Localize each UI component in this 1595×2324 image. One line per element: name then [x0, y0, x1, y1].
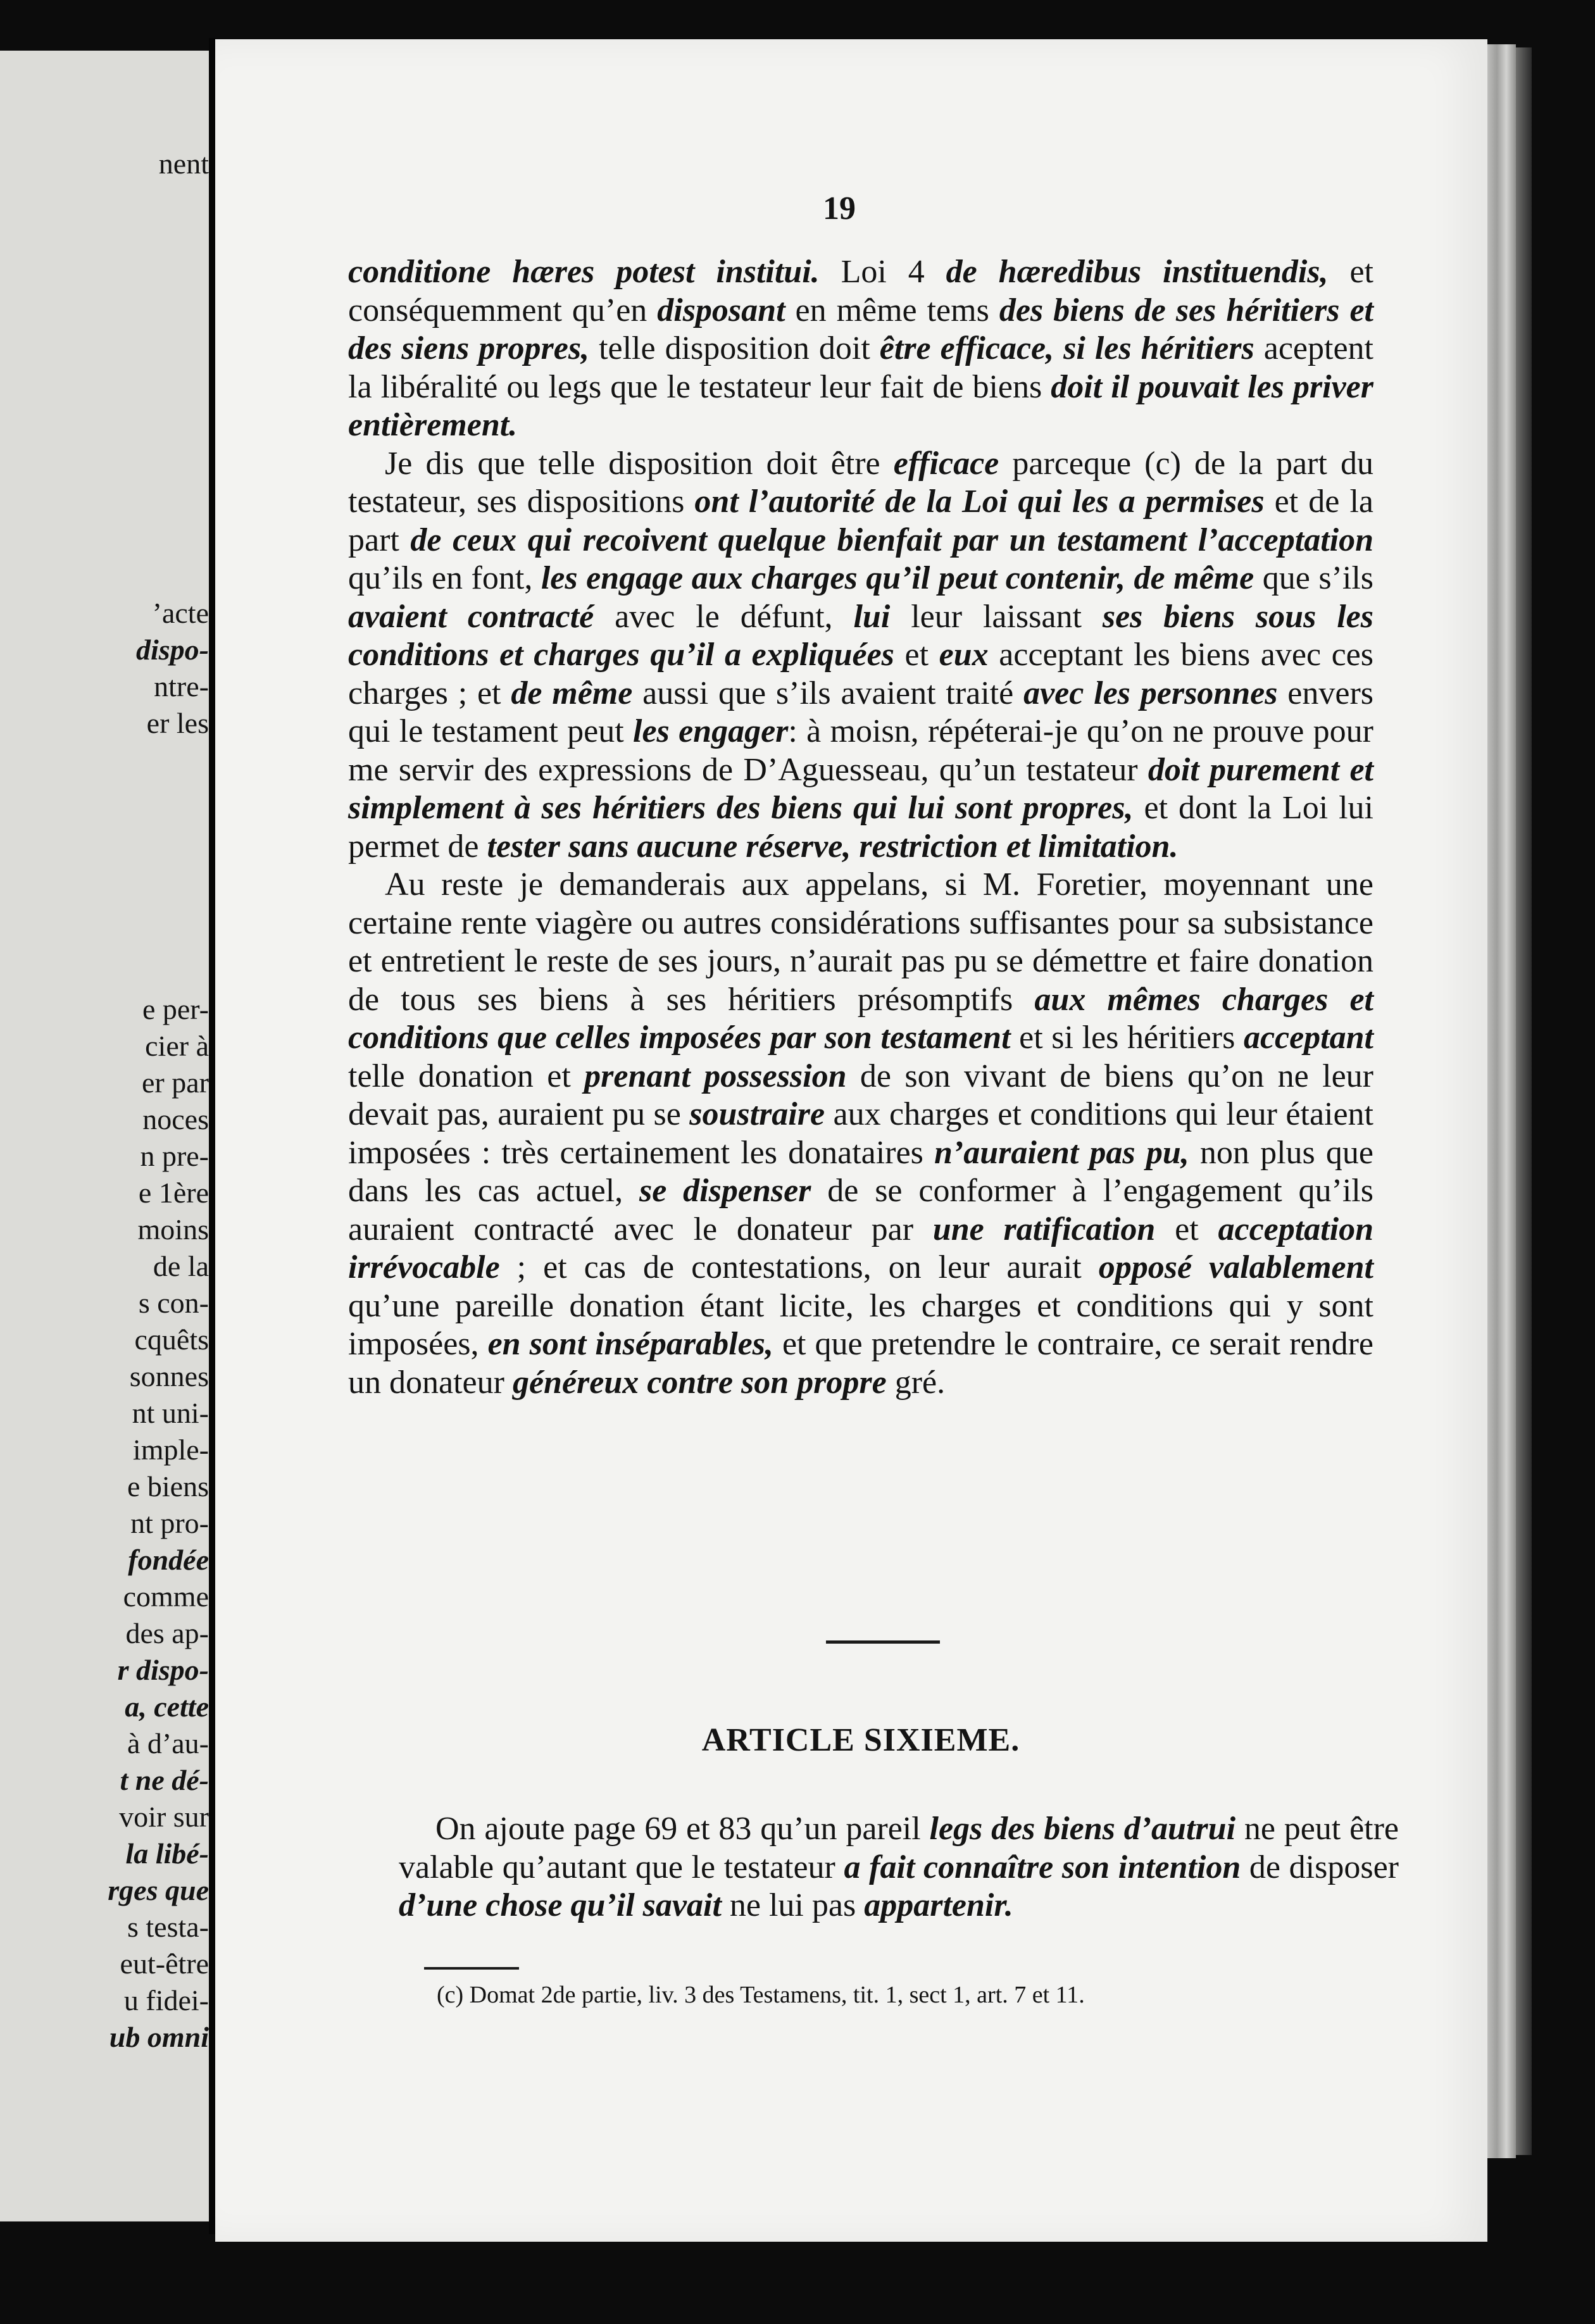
left-page-line: cier à	[145, 1030, 209, 1062]
text-run: en même tems	[785, 292, 999, 328]
italic-run: opposé valablement	[1098, 1249, 1374, 1285]
left-page-line: noces	[142, 1103, 209, 1135]
text-run: de se conformer à l’engagement qu’ils auraient contracté avec le donateur par	[348, 1173, 1373, 1247]
text-run: et si les héritiers	[1010, 1020, 1244, 1056]
text-run: telle disposition doit	[589, 330, 880, 366]
text-run: acceptant les biens avec ces charges ; et	[348, 637, 1374, 711]
left-page-line: e per-	[142, 993, 209, 1025]
italic-run: de hæredibus instituendis,	[946, 254, 1329, 290]
italic-run: avaient contracté	[348, 598, 594, 635]
italic-run: efficace	[893, 445, 999, 482]
left-page-line: nt pro-	[130, 1507, 209, 1539]
italic-run: généreux contre son propre	[512, 1364, 887, 1401]
left-page-line: moins	[137, 1213, 209, 1246]
italic-run: les engager	[633, 713, 789, 749]
text-run: Au reste je demanderais aux appelans, si M. Foretier, moyennant une certaine rente viagère ou autres considérations suffisantes pour sa subsistance et entretient le reste de ses jours, n’aurait pas pu se démettre et faire donation de tous ses biens à ses héritiers présomptifs	[348, 866, 1373, 1018]
italic-run: des biens de ses héritiers et des siens propres,	[348, 292, 1373, 366]
left-page-line: e biens	[127, 1470, 209, 1502]
text-run: : à moisn, répéterai-je qu’on ne prouve pour me servir des expressions de D’Aguesseau, qu’un testateur	[348, 713, 1373, 788]
italic-run: tester sans aucune réserve, restriction et limitation.	[487, 828, 1179, 865]
italic-run: conditione hæres potest institui.	[348, 254, 820, 290]
italic-run: disposant	[657, 292, 785, 328]
text-run: de son vivant de biens qu’on ne leur devait pas, auraient pu se	[348, 1058, 1373, 1132]
italic-run: en sont inséparables,	[487, 1326, 773, 1362]
left-page-line: er par	[142, 1066, 209, 1099]
italic-run: doit purement et simplement à ses héritiers des biens qui lui sont propres,	[348, 751, 1373, 826]
text-run: et de la part	[348, 484, 1373, 558]
left-page-line: comme	[123, 1580, 209, 1613]
italic-run: a fait connaître son intention	[844, 1849, 1241, 1885]
left-page-line: imple-	[132, 1434, 209, 1466]
left-page-line: a, cette	[125, 1690, 209, 1723]
italic-run: acceptant	[1243, 1020, 1373, 1056]
italic-run: doit il pouvait les priver entièrement.	[348, 368, 1373, 443]
left-page-line: cquêts	[134, 1323, 209, 1356]
left-page-line: e 1ère	[138, 1177, 209, 1209]
italic-run: être efficace, si les héritiers	[879, 330, 1254, 366]
text-run: ne peut être valable qu’autant que le testateur	[399, 1811, 1399, 1885]
article-body	[399, 1810, 1399, 1925]
left-page-line: nt uni-	[132, 1397, 209, 1429]
text-run: que s’ils	[1254, 560, 1374, 596]
italic-run: appartenir.	[864, 1887, 1013, 1923]
italic-run: se dispenser	[639, 1173, 811, 1209]
left-page-line: rges que	[108, 1874, 209, 1906]
left-page-line: fondée	[128, 1544, 209, 1576]
left-page-line: sonnes	[129, 1360, 209, 1392]
text-run: aussi que s’ils avaient traité	[632, 675, 1024, 711]
text-run: avec le défunt,	[594, 598, 854, 635]
text-run: parceque (c) de la part du testateur, ses dispositions	[348, 445, 1373, 520]
left-page-line: la libé-	[125, 1837, 209, 1870]
left-page-fragment	[0, 51, 209, 2221]
page-edge	[1487, 44, 1516, 2158]
italic-run: une ratification	[932, 1211, 1156, 1247]
left-page-line: er les	[146, 707, 209, 739]
italic-run: ses biens sous les conditions et charges qu’il a expliquées	[348, 598, 1373, 673]
italic-run: prenant possession	[584, 1058, 847, 1094]
paragraph-2	[348, 445, 1373, 866]
left-page-line: ntre-	[154, 670, 209, 703]
paragraph-1	[348, 253, 1373, 445]
text-run: Je dis que telle disposition doit être	[385, 445, 894, 482]
text-run: qu’une pareille donation étant licite, les charges et conditions qui y sont imposées,	[348, 1287, 1373, 1362]
text-run: Loi 4	[819, 254, 946, 290]
text-run: et que pretendre le contraire, ce serait rendre un donateur	[348, 1326, 1373, 1401]
left-page-line: n pre-	[140, 1140, 209, 1172]
italic-run: les engage aux charges qu’il peut contenir, de même	[541, 560, 1254, 596]
paragraph-3	[348, 866, 1373, 1402]
left-page-line: eut-être	[120, 1947, 209, 1980]
left-page-line: de la	[153, 1250, 209, 1282]
left-page-line: r dispo-	[117, 1654, 209, 1686]
footnote: (c) Domat 2de partie, liv. 3 des Testamens, tit. 1, sect 1, art. 7 et 11.	[437, 1982, 1085, 2008]
italic-run: de même	[511, 675, 633, 711]
italic-run: aux mêmes charges et conditions que celles imposées par son testament	[348, 981, 1373, 1056]
italic-run: legs des biens d’autrui	[929, 1811, 1236, 1847]
text-run: telle donation et	[348, 1058, 585, 1094]
article-paragraph	[399, 1810, 1399, 1925]
text-run: envers qui le testament peut	[348, 675, 1374, 749]
body-text	[348, 253, 1373, 1402]
left-page-line: u fidei-	[123, 1984, 209, 2016]
left-page-line: nent	[158, 147, 209, 180]
text-run: aceptent la libéralité ou legs que le testateur leur fait de biens	[348, 330, 1373, 405]
text-run: leur laissant	[890, 598, 1103, 635]
text-run: On ajoute page 69 et 83 qu’un pareil	[435, 1811, 930, 1847]
text-run: gré.	[886, 1364, 946, 1401]
left-page-line: des ap-	[125, 1617, 209, 1649]
text-run: et	[1155, 1211, 1218, 1247]
italic-run: eux	[939, 637, 989, 673]
text-run: de disposer	[1241, 1849, 1399, 1885]
text-run: et	[894, 637, 939, 673]
text-run: ; et cas de contestations, on leur aurait	[499, 1249, 1099, 1285]
left-page-line: t ne dé-	[120, 1764, 209, 1796]
italic-run: ont l’autorité de la Loi qui les a permises	[694, 484, 1265, 520]
text-run: qu’ils en font,	[348, 560, 541, 596]
italic-run: d’une chose qu’il savait	[399, 1887, 722, 1923]
left-page-line: s testa-	[127, 1911, 209, 1943]
text-run: aux charges et conditions qui leur étaient imposées : très certainement les donataires	[348, 1096, 1373, 1171]
italic-run: avec les personnes	[1023, 675, 1278, 711]
left-page-line: voir sur	[119, 1801, 209, 1833]
text-run: et dont la Loi lui permet de	[348, 790, 1374, 865]
book-gutter	[209, 38, 215, 2234]
left-page-line: dispo-	[136, 634, 209, 666]
page-number: 19	[823, 191, 856, 227]
left-page-line: s con-	[138, 1287, 209, 1319]
section-separator-rule	[826, 1640, 940, 1644]
italic-run: de ceux qui recoivent quelque bienfait par un testament l’acceptation	[410, 522, 1374, 558]
italic-run: soustraire	[689, 1096, 825, 1132]
text-run: ne lui pas	[721, 1887, 865, 1923]
left-page-line: à d’au-	[127, 1727, 209, 1759]
italic-run: n’auraient pas pu,	[934, 1134, 1189, 1171]
text-run: et conséquemment qu’en	[348, 254, 1373, 328]
page-edge-shadow	[1516, 47, 1532, 2155]
text-run: non plus que dans les cas actuel,	[348, 1134, 1373, 1209]
footnote-rule	[424, 1967, 519, 1970]
left-page-line: ub omni	[109, 2021, 209, 2053]
italic-run: acceptation irrévocable	[348, 1211, 1373, 1285]
italic-run: lui	[853, 598, 891, 635]
left-page-line: ’acte	[152, 597, 209, 629]
article-heading: ARTICLE SIXIEME.	[701, 1722, 1020, 1758]
